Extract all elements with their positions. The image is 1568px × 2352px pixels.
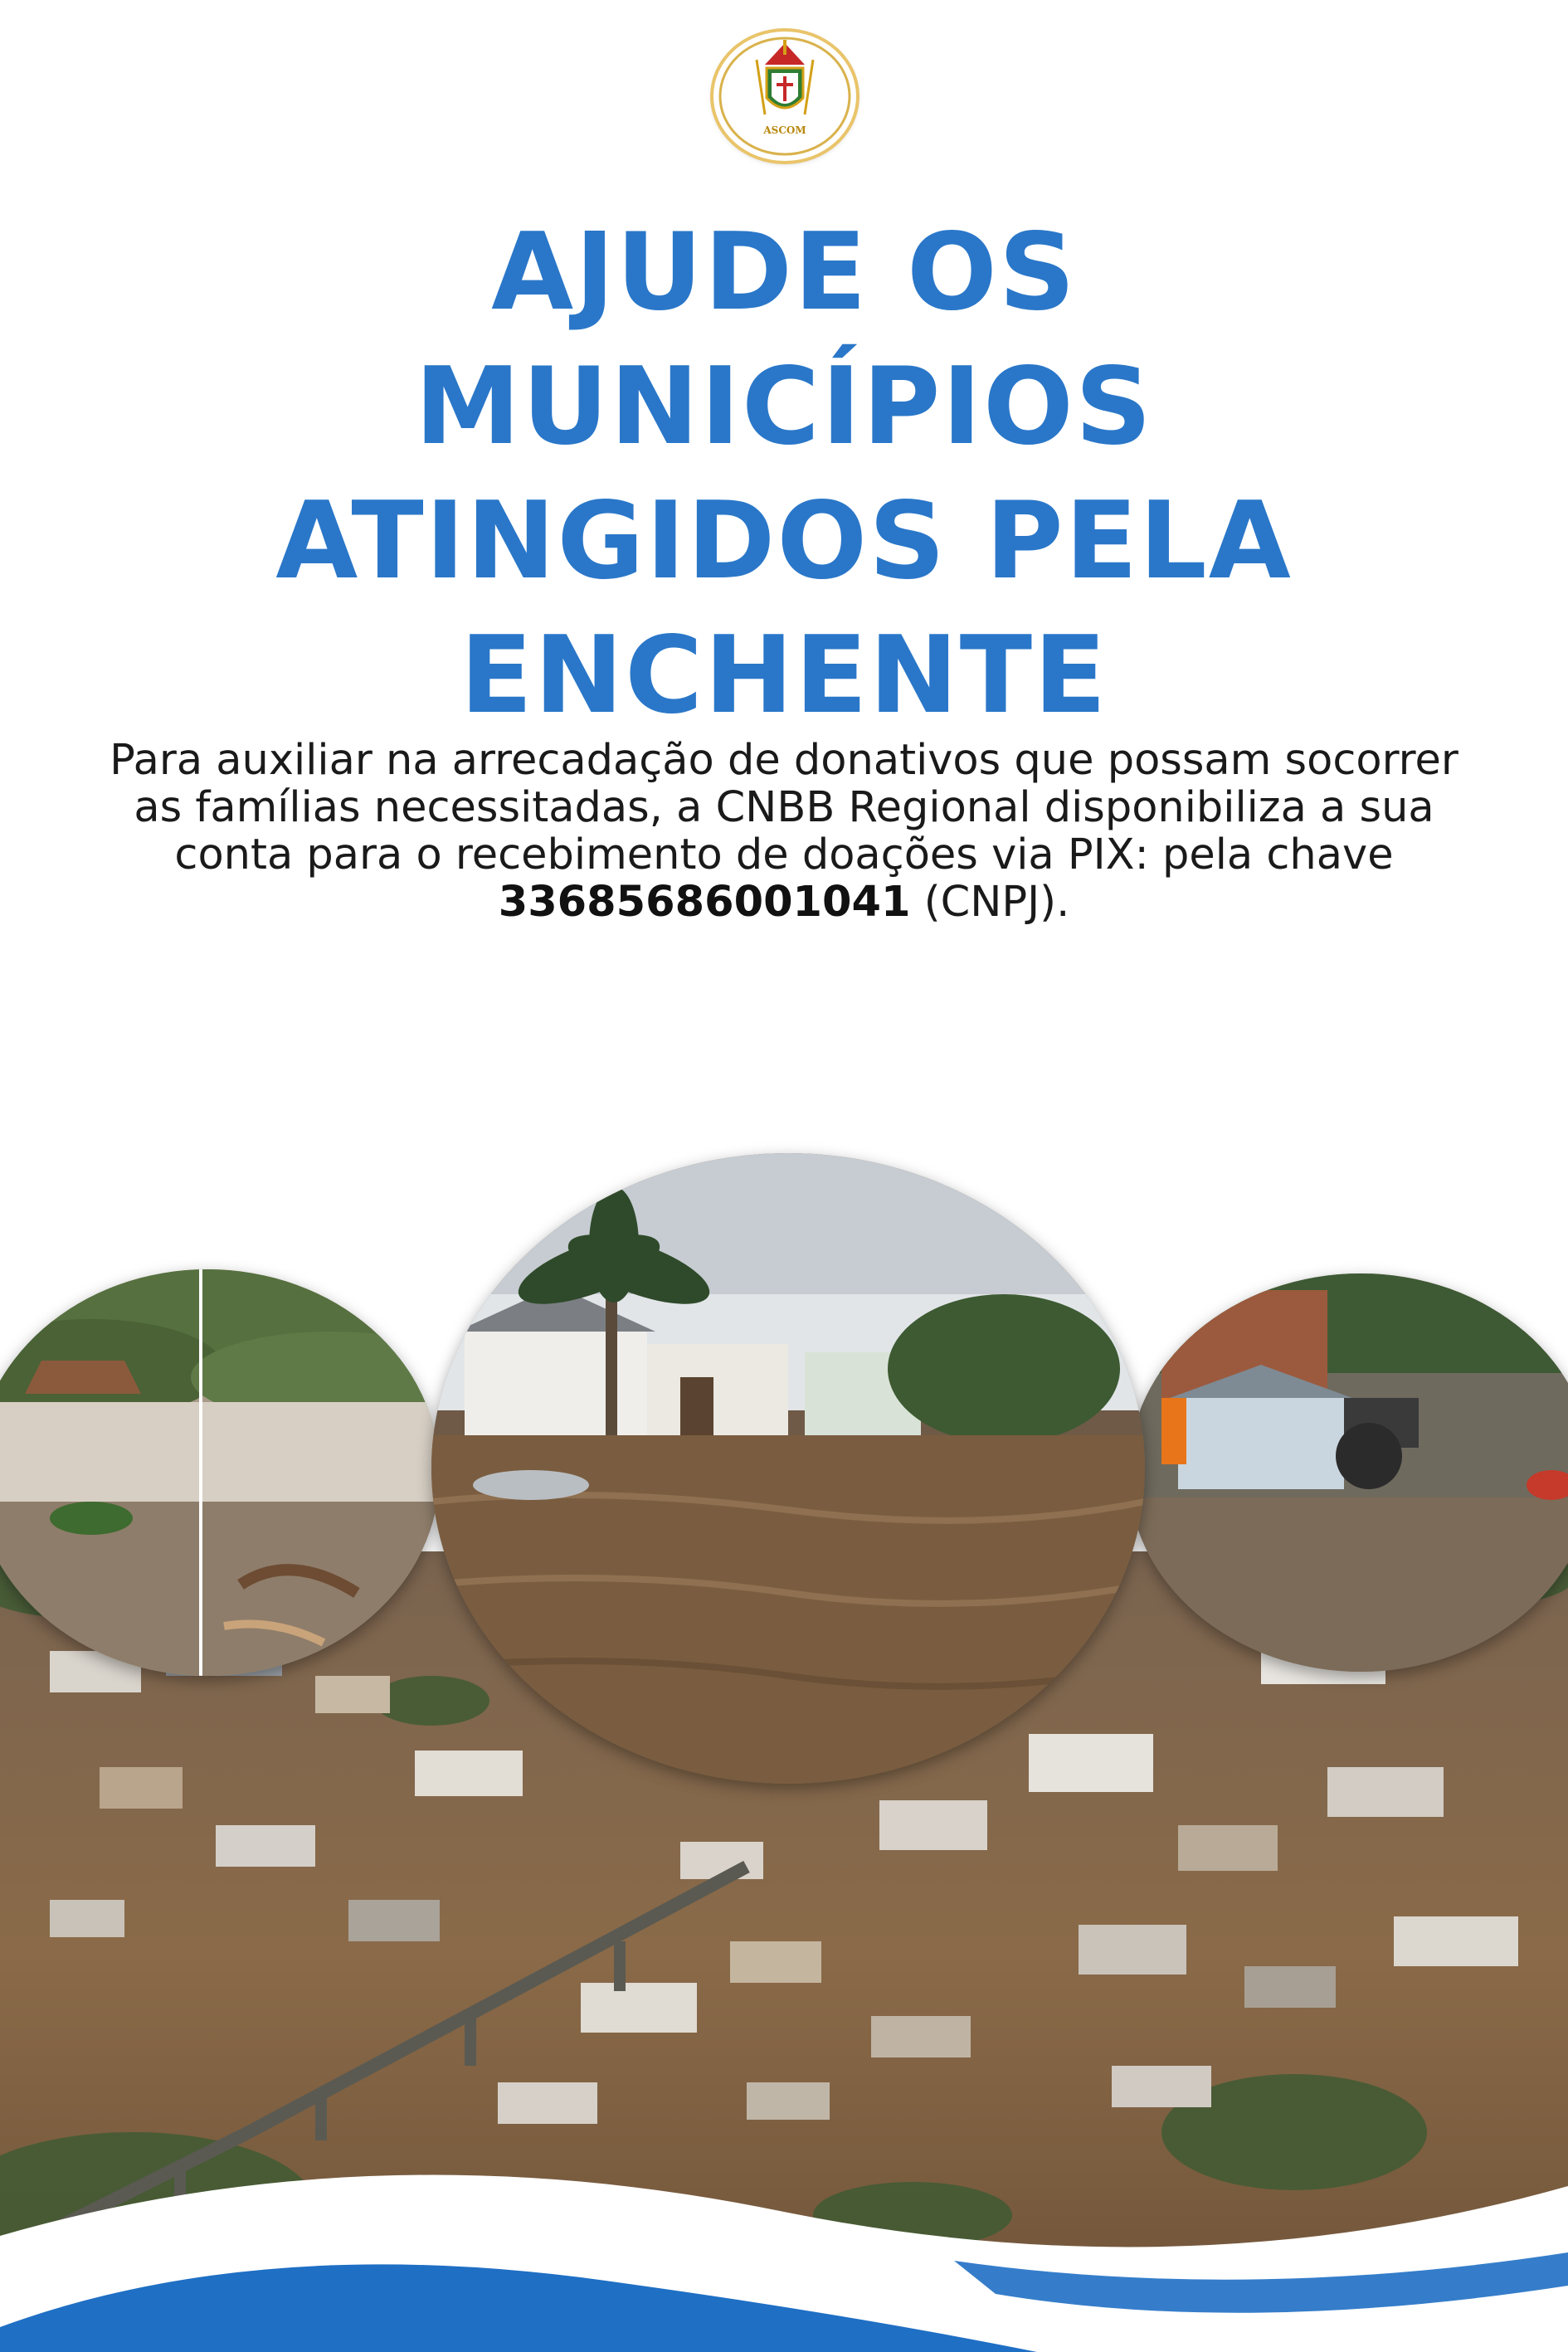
pix-key: 33685686001041: [498, 878, 911, 927]
flood-photo-collage: [0, 1137, 1568, 2352]
bishop-coat-of-arms-icon: [713, 32, 856, 161]
headline-line-2: MUNICÍPIOS: [414, 345, 1154, 469]
headline-line-3: ATINGIDOS PELA: [275, 480, 1293, 603]
headline: [0, 206, 1568, 743]
headline-line-1: AJUDE OS: [491, 211, 1077, 334]
logo-text: ASCOM: [763, 124, 806, 136]
wave-decoration: [0, 2136, 1568, 2352]
flooded-houses-photo: [431, 1153, 1145, 1784]
rescue-photo: [1128, 1273, 1568, 1672]
donation-description: [91, 737, 1477, 926]
headline-line-4: ENCHENTE: [460, 614, 1108, 738]
ascom-logo: [713, 32, 856, 161]
description-suffix: (CNPJ).: [910, 878, 1070, 927]
description-text: Para auxiliar na arrecadação de donativos que possam socorrer as famílias necessitadas, a CNBB Regional disponibiliza a sua conta para o recebimento de doações via PIX: pela chave: [110, 736, 1458, 879]
